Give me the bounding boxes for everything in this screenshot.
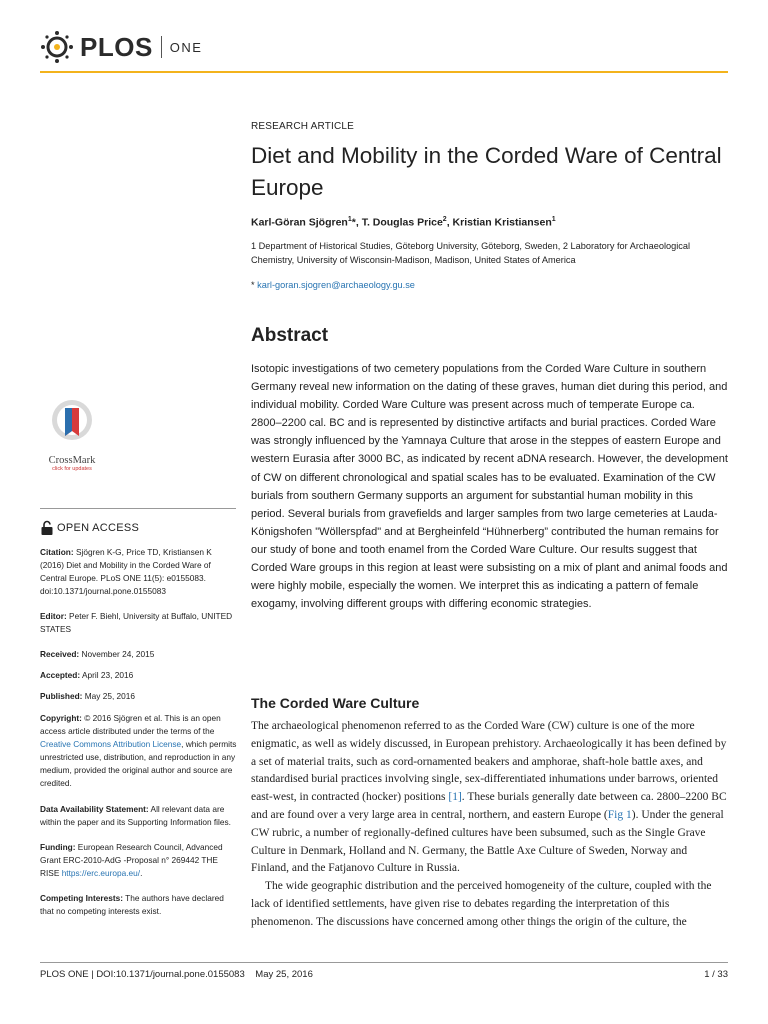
editor-block: [40, 610, 238, 636]
article-type: RESEARCH ARTICLE: [251, 121, 355, 132]
editor-text: Peter F. Biehl, University at Buffalo, UNITED STATES: [40, 611, 233, 634]
abstract-heading: Abstract: [251, 325, 329, 346]
body-paragraph: The wide geographic distribution and the perceived homogeneity of the culture, coupled with the lack of identified settlements, have given rise to debates regarding the interpretation of this phenomenon. The discussions have concerned among other things the origin of the culture, the: [251, 880, 712, 928]
citation-label: Citation:: [40, 547, 74, 557]
published-block: [40, 690, 238, 703]
article-title: Diet and Mobility in the Corded Ware of Central Europe: [251, 143, 722, 200]
published-label: Published:: [40, 691, 83, 701]
author-affil[interactable]: 1: [347, 216, 352, 223]
open-access-badge: [40, 520, 139, 536]
sidebar-divider: [40, 508, 236, 509]
crossmark-icon: [50, 398, 94, 448]
author-affil[interactable]: 2: [442, 216, 447, 223]
logo-plos-text: PLOS: [80, 31, 153, 62]
author-suffix: *,: [351, 216, 362, 229]
affiliations: 1 Department of Historical Studies, Göteborg University, Göteborg, Sweden, 2 Laboratory for Archaeological Chemistry, University of Wisconsin-Madison, Madison, United States of America: [251, 241, 691, 265]
funding-label: Funding:: [40, 842, 76, 852]
page-number: 1 / 33: [704, 969, 728, 980]
funding-link[interactable]: https://erc.europa.eu/: [61, 868, 141, 878]
plos-logo-icon: [40, 30, 74, 64]
data-availability-block: [40, 803, 238, 829]
copyright-label: Copyright:: [40, 713, 82, 723]
logo-separator: [161, 36, 162, 58]
funding-end: .: [140, 868, 143, 878]
footer-rule: [40, 962, 728, 963]
copyright-text-pre: © 2016 Sjögren et al. This is an open access article distributed under the terms of the: [40, 713, 221, 736]
crossmark-label: CrossMark: [48, 455, 96, 466]
paragraph-text: ). Under the general CW rubric, a number of regionally-defined cultures have been subsumed, such as the Single Grave Culture in Denmark, Holland and N. Germany, the Battle Axe Culture of Sweden, Norway and Finland, and the Fatjanovo Culture in Russia.: [251, 808, 724, 875]
accepted-date: April 23, 2016: [81, 670, 134, 680]
funding-block: [40, 841, 238, 880]
logo-one-text: ONE: [169, 39, 203, 55]
abstract-text: Isotopic investigations of two cemetery populations from the Corded Ware Culture in southern Germany reveal new information on the dating of these graves, human diet during this period, and individual mobility. Corded Ware Culture was present across much of temperate Europe ca. 2800–2200 cal. BC and is represented by distinctive artifacts and burial practices. Corded Ware was strongly influenced by the Yamnaya Culture that arose in the steppes of eastern Europe and western Eurasia after 3000 BC, as indicated by recent aDNA research. However, the development of CW on different chronological and spatial scales has to be evaluated. Examination of the CW burials from southern Germany supports an argument for substantial human mobility in this period. Several burials from gravefields and larger samples from two large cemeteries at Lauda-Königshofen "Wöllerspfad" and at Bergheinfeld “Hühnerberg” contributed the human remains for our study of bone and tooth enamel from the Corded Ware Culture. Our results suggest that Corded Ware groups in this region at least were subsisting on a mix of plant and animal foods and were highly mobile, especially the women. We interpret this as indicating a pattern of female exogamy, involving different groups with differing economic strategies.: [251, 363, 728, 611]
author-name: Kristian Kristiansen: [452, 216, 552, 229]
accepted-label: Accepted:: [40, 670, 81, 680]
footer-citation: PLOS ONE | DOI:10.1371/journal.pone.0155083 May 25, 2016: [40, 969, 313, 980]
open-lock-icon: [40, 520, 54, 536]
competing-interests-block: [40, 892, 238, 918]
copyright-block: [40, 712, 238, 790]
competing-interests-label: Competing Interests:: [40, 893, 123, 903]
email-link[interactable]: karl-goran.sjogren@archaeology.gu.se: [257, 280, 415, 290]
header-rule: [40, 71, 728, 73]
author-list: [251, 216, 556, 229]
competing-interests-text: The authors have declared that no competing interests exist.: [40, 893, 224, 916]
copyright-text-post: , which permits unrestricted use, distribution, and reproduction in any medium, provided the original author and source are credited.: [40, 739, 237, 788]
crossmark-badge[interactable]: [40, 398, 104, 472]
crossmark-sub: click for updates: [52, 466, 92, 472]
author-affil[interactable]: 1: [551, 216, 556, 223]
author-name: T. Douglas Price: [361, 216, 443, 229]
received-block: [40, 648, 238, 661]
reference-link[interactable]: [1]: [448, 791, 462, 804]
email-prefix: *: [251, 280, 258, 290]
citation-text: Sjögren K-G, Price TD, Kristiansen K (2016) Diet and Mobility in the Corded Ware of Central Europe. PLoS ONE 11(5): e0155083. doi:10.1371/journal.pone.0155083: [40, 547, 212, 596]
plos-one-logo[interactable]: [40, 30, 202, 64]
license-link[interactable]: Creative Commons Attribution License: [40, 739, 182, 749]
received-label: Received:: [40, 649, 80, 659]
citation-block: [40, 546, 238, 598]
paragraph-text: The archaeological phenomenon referred to as the Corded Ware (CW) culture is one of the more enigmatic, as well as widely discussed, in European prehistory. Archaeologically it has been defined by a set of material traits, such as cord-ornamented beakers and amphorae, shaft-hole battle axes, and standardised burial practices involving single, sex-differentiated inhumations under barrows, oriented east-west, in contracted (hocker) positions: [251, 720, 727, 804]
corresponding-email: [251, 280, 415, 290]
body-paragraph: [251, 718, 728, 878]
data-availability-label: Data Availability Statement:: [40, 804, 149, 814]
received-date: November 24, 2015: [81, 649, 155, 659]
data-availability-text: All relevant data are within the paper and its Supporting Information files.: [40, 804, 231, 827]
open-access-label: OPEN ACCESS: [57, 522, 140, 534]
funding-text: European Research Council, Advanced Grant ERC-2010-AdG -Proposal n° 269442 THE RISE: [40, 842, 223, 878]
published-date: May 25, 2016: [84, 691, 136, 701]
editor-label: Editor:: [40, 611, 67, 621]
section-heading: The Corded Ware Culture: [251, 695, 420, 711]
paragraph-text: . These burials generally date between ca. 2800–2200 BC and are found over a very large area in central, northern, and eastern Europe (: [251, 791, 727, 821]
accepted-block: [40, 669, 238, 682]
author-suffix: ,: [446, 216, 453, 229]
journal-header: [0, 0, 768, 76]
figure-link[interactable]: Fig 1: [607, 808, 632, 821]
section-body: [251, 718, 728, 932]
author-name: Karl-Göran Sjögren: [251, 216, 348, 229]
